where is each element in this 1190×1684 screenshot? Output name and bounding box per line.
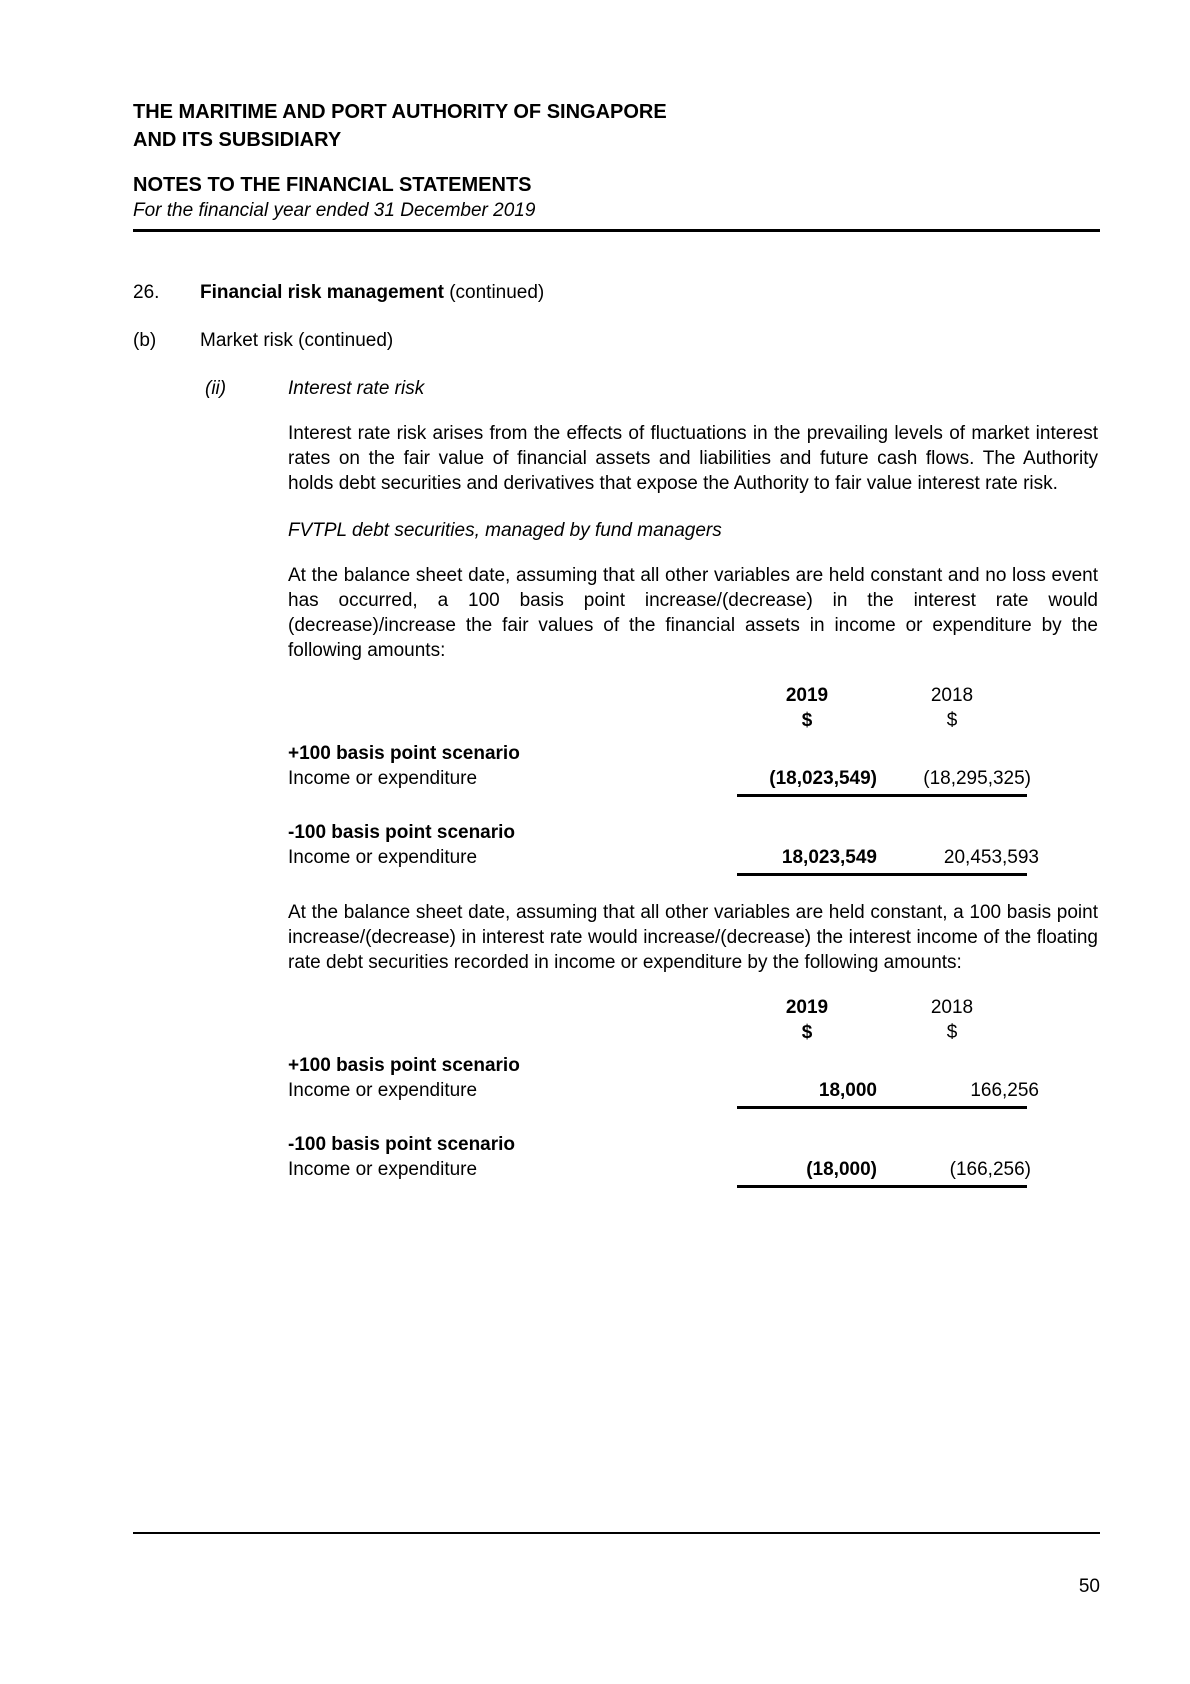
currency-2019: $ <box>801 710 813 731</box>
document-title: NOTES TO THE FINANCIAL STATEMENTS <box>133 174 532 196</box>
subsection-ii-title: Interest rate risk <box>288 378 425 399</box>
currency-2018: $ <box>946 710 958 731</box>
table-currency-row <box>288 708 1028 733</box>
row-label: Income or expenditure <box>288 1159 478 1180</box>
year-2018-header: 2018 <box>930 685 974 706</box>
footer-divider <box>133 1532 1100 1534</box>
value-2018: 20,453,593 <box>943 847 1039 868</box>
interest-income-sensitivity-table <box>288 995 1039 1188</box>
section-number: 26. <box>133 282 160 303</box>
section-heading <box>133 280 1100 305</box>
value-2018: 166,256 <box>970 1080 1039 1101</box>
scenario-group <box>288 741 1031 797</box>
page-content <box>133 0 1100 1188</box>
table-year-header-row <box>288 995 1028 1020</box>
paragraph-interest-income-sensitivity: At the balance sheet date, assuming that all other variables are held constant, a 100 basis point increase/(decrease) in interest rate would increase/(decrease) the interest income of the floating rate debt securities recorded in income or expenditure by the following amounts: <box>288 902 1098 973</box>
table-row <box>288 766 1031 797</box>
scenario-group <box>288 1053 1039 1109</box>
scenario-group <box>288 820 1039 876</box>
section-title-suffix: (continued) <box>443 282 545 303</box>
scenario-group <box>288 1132 1031 1188</box>
fair-value-sensitivity-table <box>288 683 1039 876</box>
scenario-label: -100 basis point scenario <box>288 1134 516 1155</box>
value-2018: (18,295,325) <box>923 768 1031 789</box>
year-2018-header: 2018 <box>930 997 974 1018</box>
document-subtitle: For the financial year ended 31 December 2019 <box>133 200 536 221</box>
scenario-label: +100 basis point scenario <box>288 1055 520 1076</box>
paragraph-interest-rate-risk: Interest rate risk arises from the effects of fluctuations in the prevailing levels of market interest rates on the fair value of financial assets and liabilities and future cash flows. The Authority holds debt securities and derivatives that expose the Authority to fair value interest rate risk. <box>288 423 1098 494</box>
page-number: 50 <box>1078 1576 1100 1597</box>
paragraph-fair-value-sensitivity: At the balance sheet date, assuming that all other variables are held constant and no loss event has occurred, a 100 basis point increase/(decrease) in the interest rate would (decrease)/increase the fair values of the financial assets in income or expenditure by the following amounts: <box>288 565 1098 661</box>
value-2019: (18,000) <box>806 1159 877 1180</box>
value-2018: (166,256) <box>949 1159 1031 1180</box>
section-title <box>200 280 544 305</box>
currency-2018: $ <box>946 1022 958 1043</box>
currency-2019: $ <box>801 1022 813 1043</box>
table-year-header-row <box>288 683 1028 708</box>
subsection-b-label: (b) <box>133 330 157 351</box>
subsection-ii-heading <box>133 376 1100 401</box>
row-label: Income or expenditure <box>288 1080 478 1101</box>
scenario-label: -100 basis point scenario <box>288 822 516 843</box>
value-2019: 18,000 <box>818 1080 877 1101</box>
value-2019: (18,023,549) <box>769 768 877 789</box>
year-2019-header: 2019 <box>785 685 829 706</box>
row-label: Income or expenditure <box>288 768 478 789</box>
scenario-label: +100 basis point scenario <box>288 743 520 764</box>
table-row <box>288 1078 1039 1109</box>
value-2019: 18,023,549 <box>781 847 877 868</box>
subsection-b-heading <box>133 328 1100 353</box>
subsection-b-title: Market risk (continued) <box>200 330 394 351</box>
table-currency-row <box>288 1020 1028 1045</box>
document-title-block <box>133 172 1100 232</box>
row-label: Income or expenditure <box>288 847 478 868</box>
organization-name-line1: THE MARITIME AND PORT AUTHORITY OF SINGAPORE <box>133 101 667 123</box>
table-row <box>288 845 1039 876</box>
organization-title <box>133 98 1100 154</box>
section-title-bold: Financial risk management <box>200 282 444 303</box>
year-2019-header: 2019 <box>785 997 829 1018</box>
fvtpl-heading: FVTPL debt securities, managed by fund managers <box>288 520 722 541</box>
organization-name-line2: AND ITS SUBSIDIARY <box>133 129 342 151</box>
table-row <box>288 1157 1031 1188</box>
subsection-ii-label: (ii) <box>205 378 227 399</box>
